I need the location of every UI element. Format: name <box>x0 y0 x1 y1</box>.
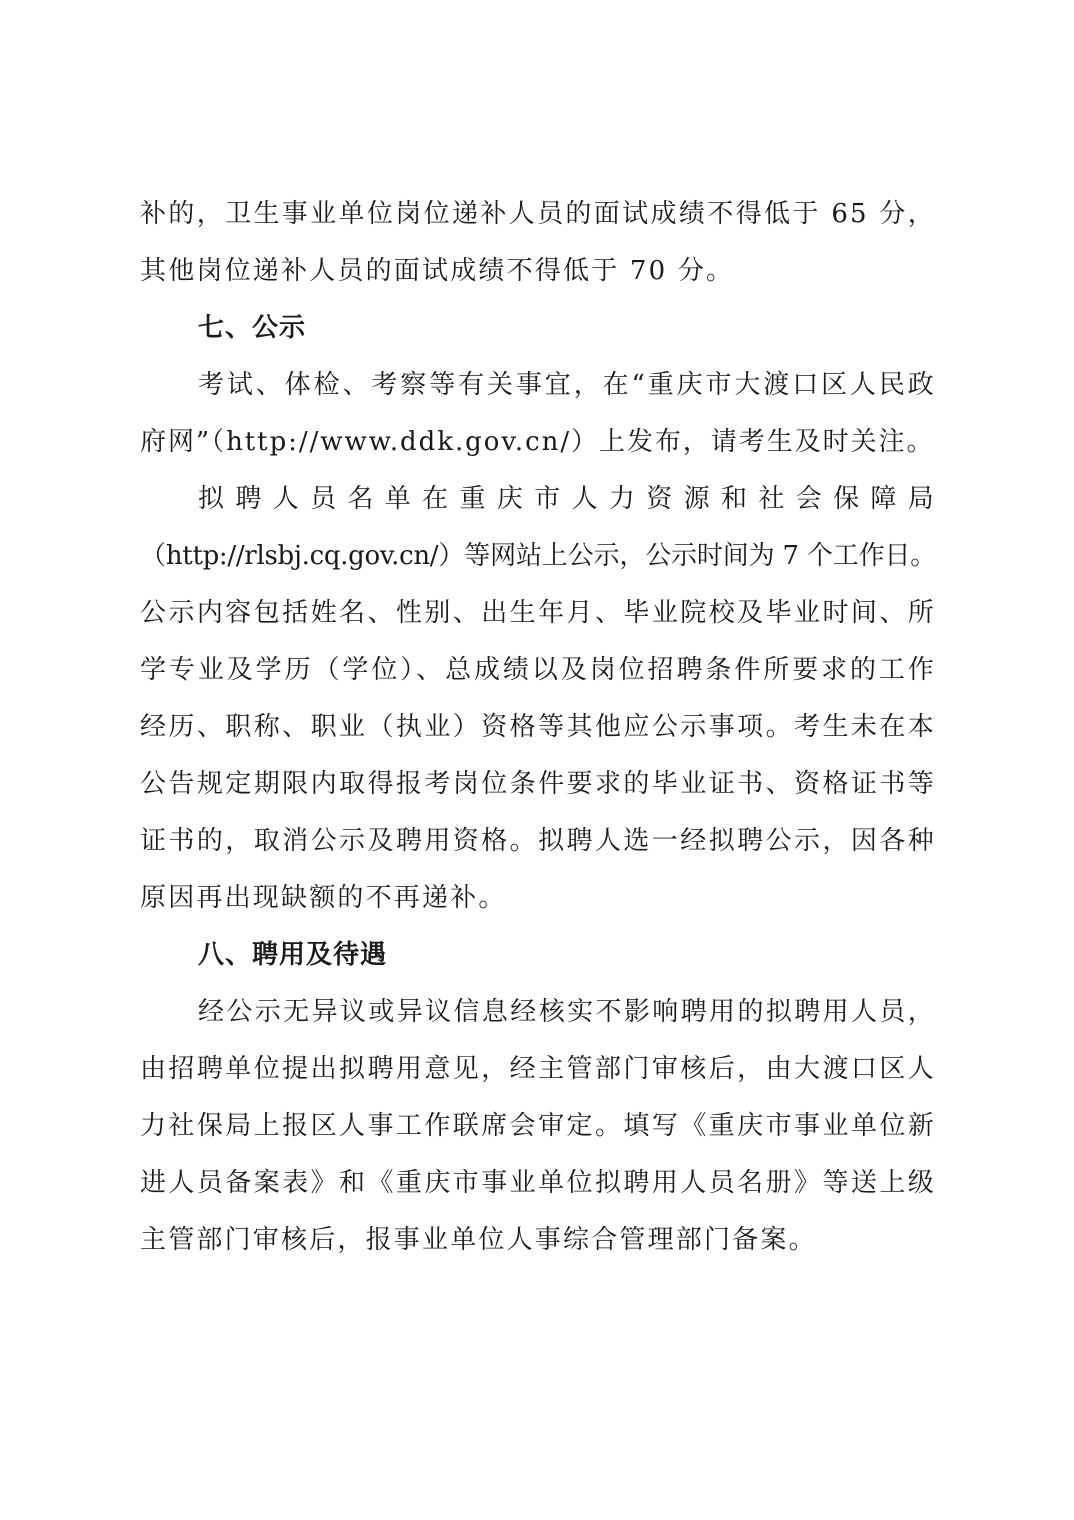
text-line: 补的，卫生事业单位岗位递补人员的面试成绩不得低于 65 分， <box>140 199 936 229</box>
text-line: （http://rlsbj.cq.gov.cn/）等网站上公示，公示时间为 7 个工作日。 <box>140 541 936 571</box>
section-heading: 八、聘用及待遇 <box>198 940 388 970</box>
section-heading: 七、公示 <box>198 313 307 343</box>
text-line: 公示内容包括姓名、性别、出生年月、毕业院校及毕业时间、所 <box>140 598 936 628</box>
text-line: 拟聘人员名单在重庆市人力资源和社会保障局 <box>198 484 936 514</box>
text-line: 证书的，取消公示及聘用资格。拟聘人选一经拟聘公示，因各种 <box>140 826 936 856</box>
text-line: 其他岗位递补人员的面试成绩不得低于 70 分。 <box>140 256 735 286</box>
body-text <box>140 186 936 1269</box>
text-line: 考试、体检、考察等有关事宜，在“重庆市大渡口区人民政 <box>198 370 936 400</box>
text-line: 府网”（http://www.ddk.gov.cn/）上发布，请考生及时关注。 <box>140 427 935 457</box>
text-line: 力社保局上报区人事工作联席会审定。填写《重庆市事业单位新 <box>140 1111 936 1141</box>
text-line: 经历、职称、职业（执业）资格等其他应公示事项。考生未在本 <box>140 712 936 742</box>
text-line: 公告规定期限内取得报考岗位条件要求的毕业证书、资格证书等 <box>140 769 936 799</box>
text-line: 由招聘单位提出拟聘用意见，经主管部门审核后，由大渡口区人 <box>140 1054 936 1084</box>
text-line: 进人员备案表》和《重庆市事业单位拟聘用人员名册》等送上级 <box>140 1168 936 1198</box>
text-line: 原因再出现缺额的不再递补。 <box>140 883 507 913</box>
text-line: 学专业及学历（学位）、总成绩以及岗位招聘条件所要求的工作 <box>140 655 936 685</box>
text-line: 主管部门审核后，报事业单位人事综合管理部门备案。 <box>140 1225 817 1255</box>
text-line: 经公示无异议或异议信息经核实不影响聘用的拟聘用人员， <box>198 997 936 1027</box>
